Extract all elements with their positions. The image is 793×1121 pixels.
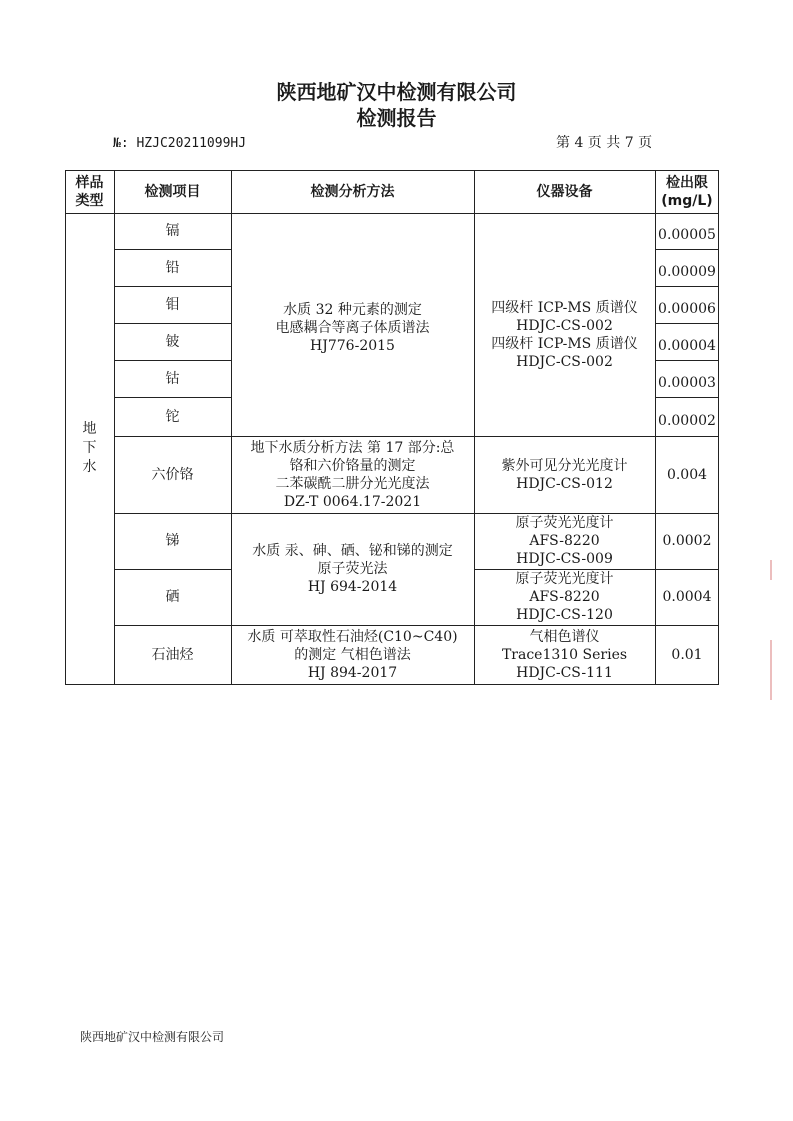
item-cell: 石油烃 (151, 646, 194, 663)
instrument-sb (474, 513, 655, 569)
method-line: 的测定 气相色谱法 (294, 646, 411, 663)
header-limit-line2: (mg/L) (661, 192, 713, 209)
limit-cell: 0.00004 (658, 337, 716, 354)
item-cell: 锑 (165, 533, 180, 549)
instrument-line: 气相色谱仪 (529, 628, 600, 645)
method-line: 电感耦合等离子体质谱法 (275, 319, 430, 336)
seal-mark (770, 640, 786, 700)
limit-cell: 0.01 (671, 646, 703, 663)
method-line: 水质 可萃取性石油烃(C10~C40) (247, 628, 458, 645)
sample-type-char: 地 (82, 421, 97, 437)
method-cr6 (231, 436, 474, 513)
limit-cell: 0.004 (666, 466, 708, 483)
method-afs (231, 513, 474, 625)
method-line: DZ-T 0064.17-2021 (283, 493, 422, 510)
method-line: 水质 32 种元素的测定 (283, 301, 422, 318)
sample-type-cell (65, 213, 114, 684)
instrument-line: HDJC-CS-012 (516, 475, 613, 492)
sample-type-char: 下 (82, 440, 97, 456)
instrument-line: 紫外可见分光光度计 (501, 457, 628, 474)
method-line: HJ776-2015 (310, 337, 395, 354)
instrument-line: HDJC-CS-120 (516, 607, 613, 623)
instrument-line: AFS-8220 (529, 533, 600, 549)
limit-cell: 0.0002 (662, 533, 712, 549)
seal-mark (770, 560, 786, 580)
limit-cell: 0.00002 (658, 412, 716, 429)
instrument-cr6 (474, 436, 655, 513)
instrument-line: 原子荧光光度计 (515, 515, 614, 531)
instrument-line: 四级杆 ICP-MS 质谱仪 (491, 299, 638, 316)
method-line: HJ 694-2014 (307, 579, 398, 595)
limit-cell: 0.00009 (658, 263, 716, 280)
header-limit (655, 170, 719, 213)
header-sample-type-line1: 样品 (75, 174, 104, 191)
instrument-line: HDJC-CS-009 (516, 551, 613, 567)
method-line: 二苯碳酰二肼分光光度法 (275, 475, 430, 492)
instrument-line: HDJC-CS-002 (516, 353, 613, 370)
company-title: 陕西地矿汉中检测有限公司 (276, 80, 517, 104)
instrument-line: AFS-8220 (529, 589, 600, 605)
method-line: 水质 汞、砷、硒、铋和锑的测定 (252, 543, 453, 559)
header-item: 检测项目 (144, 183, 201, 200)
item-cell: 镉 (165, 223, 180, 239)
item-cell: 铅 (165, 259, 180, 276)
item-cell: 硒 (165, 589, 180, 605)
header-instrument: 仪器设备 (536, 183, 593, 200)
instrument-line: HDJC-CS-002 (516, 317, 613, 334)
footer-company: 陕西地矿汉中检测有限公司 (80, 1030, 225, 1044)
header-method: 检测分析方法 (310, 183, 395, 200)
sample-type-char: 水 (82, 459, 97, 475)
instrument-se (474, 569, 655, 625)
instrument-icpms (474, 213, 655, 436)
instrument-line: HDJC-CS-111 (516, 664, 613, 681)
header-sample-type-line2: 类型 (75, 192, 104, 209)
instrument-line: Trace1310 Series (501, 646, 628, 663)
report-number: №: HZJC20211099HJ (113, 136, 247, 151)
item-cell: 六价铬 (151, 466, 194, 483)
method-line: 原子荧光法 (317, 561, 388, 577)
instrument-tph (474, 625, 655, 684)
item-cell: 钴 (165, 370, 180, 387)
method-line: 地下水质分析方法 第 17 部分:总 (250, 439, 455, 456)
limit-cell: 0.00005 (658, 227, 716, 243)
limit-cell: 0.00006 (658, 300, 716, 317)
method-icpms (231, 213, 474, 436)
header-limit-line1: 检出限 (666, 174, 708, 191)
page-info: 第 4 页 共 7 页 (556, 135, 653, 151)
limit-cell: 0.0004 (662, 589, 712, 605)
method-line: 铬和六价铬量的测定 (289, 457, 416, 474)
limit-cell: 0.00003 (658, 374, 716, 391)
method-line: HJ 894-2017 (307, 664, 398, 681)
instrument-line: 四级杆 ICP-MS 质谱仪 (491, 335, 638, 352)
item-cell: 钼 (165, 296, 180, 313)
instrument-line: 原子荧光光度计 (515, 571, 614, 587)
report-title: 检测报告 (356, 106, 437, 130)
item-cell: 铍 (165, 333, 180, 350)
item-cell: 铊 (165, 408, 180, 425)
header-sample-type (65, 170, 114, 213)
method-tph (231, 625, 474, 684)
